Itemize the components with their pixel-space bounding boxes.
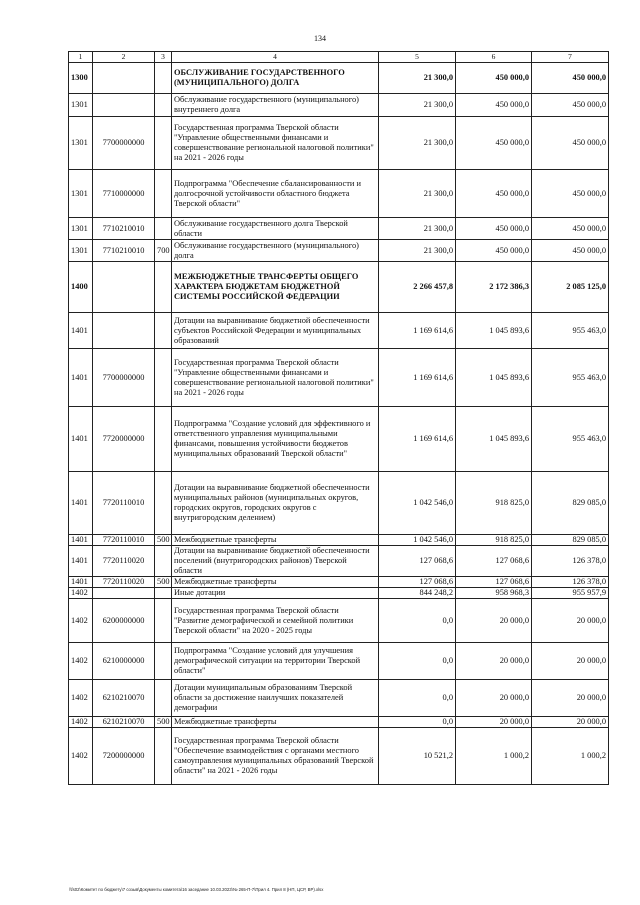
section-code: 1301 — [69, 117, 93, 170]
table-row — [69, 94, 609, 117]
table-row — [69, 349, 609, 407]
amount-col5: 21 300,0 — [379, 94, 456, 117]
target-article-code — [93, 313, 155, 349]
amount-col6: 450 000,0 — [456, 170, 532, 218]
amount-col5: 1 042 546,0 — [379, 535, 456, 546]
expense-type-code — [155, 472, 172, 535]
section-code: 1401 — [69, 546, 93, 577]
column-header: 1 — [69, 52, 93, 63]
amount-col5: 0,0 — [379, 643, 456, 680]
amount-col7: 20 000,0 — [532, 643, 609, 680]
section-code: 1402 — [69, 680, 93, 717]
table-row — [69, 170, 609, 218]
section-code: 1402 — [69, 728, 93, 785]
target-article-code: 7720110010 — [93, 535, 155, 546]
expense-type-code — [155, 680, 172, 717]
amount-col6: 127 068,6 — [456, 546, 532, 577]
target-article-code: 7710210010 — [93, 218, 155, 240]
amount-col7: 1 000,2 — [532, 728, 609, 785]
amount-col6: 20 000,0 — [456, 680, 532, 717]
table-row — [69, 680, 609, 717]
amount-col6: 127 068,6 — [456, 577, 532, 588]
file-path-footer: \\fs02\Комитет по бюджету\7 созыв\Документы комитета\16 заседание 10.03.2023\№ 265-П-7\Прил 4. Прил 8 (НП, ЦСР, ВР).xlsx — [69, 887, 324, 892]
amount-col6: 450 000,0 — [456, 94, 532, 117]
target-article-code: 7700000000 — [93, 117, 155, 170]
section-code: 1401 — [69, 535, 93, 546]
expense-type-code — [155, 218, 172, 240]
expense-type-code: 500 — [155, 577, 172, 588]
target-article-code: 7720110020 — [93, 577, 155, 588]
table-row — [69, 407, 609, 472]
target-article-code: 7710000000 — [93, 170, 155, 218]
target-article-code: 7720110020 — [93, 546, 155, 577]
target-article-code: 7710210010 — [93, 240, 155, 262]
amount-col6: 20 000,0 — [456, 599, 532, 643]
expense-type-code — [155, 728, 172, 785]
item-name: Обслуживание государственного долга Тверской области — [172, 218, 379, 240]
section-code: 1400 — [69, 262, 93, 313]
section-code: 1401 — [69, 349, 93, 407]
table-row — [69, 262, 609, 313]
table-row — [69, 472, 609, 535]
section-code: 1402 — [69, 588, 93, 599]
amount-col7: 450 000,0 — [532, 117, 609, 170]
section-code: 1401 — [69, 407, 93, 472]
amount-col7: 829 085,0 — [532, 535, 609, 546]
amount-col6: 450 000,0 — [456, 218, 532, 240]
amount-col6: 20 000,0 — [456, 643, 532, 680]
section-code: 1300 — [69, 63, 93, 94]
amount-col7: 126 378,0 — [532, 546, 609, 577]
column-header: 2 — [93, 52, 155, 63]
amount-col5: 127 068,6 — [379, 546, 456, 577]
amount-col7: 126 378,0 — [532, 577, 609, 588]
amount-col7: 450 000,0 — [532, 170, 609, 218]
expense-type-code — [155, 313, 172, 349]
amount-col7: 955 463,0 — [532, 407, 609, 472]
amount-col5: 1 042 546,0 — [379, 472, 456, 535]
amount-col6: 918 825,0 — [456, 472, 532, 535]
target-article-code — [93, 588, 155, 599]
expense-type-code — [155, 643, 172, 680]
expense-type-code — [155, 170, 172, 218]
amount-col7: 829 085,0 — [532, 472, 609, 535]
amount-col7: 450 000,0 — [532, 240, 609, 262]
amount-col6: 1 045 893,6 — [456, 407, 532, 472]
table-row — [69, 588, 609, 599]
expense-type-code — [155, 117, 172, 170]
table-row — [69, 63, 609, 94]
table-row — [69, 717, 609, 728]
expense-type-code — [155, 599, 172, 643]
target-article-code: 6210210070 — [93, 680, 155, 717]
section-code: 1301 — [69, 218, 93, 240]
amount-col5: 0,0 — [379, 680, 456, 717]
table-row — [69, 643, 609, 680]
amount-col5: 2 266 457,8 — [379, 262, 456, 313]
amount-col5: 21 300,0 — [379, 117, 456, 170]
item-name: Иные дотации — [172, 588, 379, 599]
amount-col7: 20 000,0 — [532, 599, 609, 643]
expense-type-code: 500 — [155, 717, 172, 728]
column-header: 4 — [172, 52, 379, 63]
target-article-code: 7720110010 — [93, 472, 155, 535]
amount-col6: 20 000,0 — [456, 717, 532, 728]
table-row — [69, 535, 609, 546]
expense-type-code — [155, 262, 172, 313]
section-code: 1301 — [69, 240, 93, 262]
item-name: МЕЖБЮДЖЕТНЫЕ ТРАНСФЕРТЫ ОБЩЕГО ХАРАКТЕРА БЮДЖЕТАМ БЮДЖЕТНОЙ СИСТЕМЫ РОССИЙСКОЙ ФЕДЕРАЦИИ — [172, 262, 379, 313]
item-name: Подпрограмма "Обеспечение сбалансированности и долгосрочной устойчивости областного бюджета Тверской области" — [172, 170, 379, 218]
amount-col5: 1 169 614,6 — [379, 407, 456, 472]
amount-col6: 450 000,0 — [456, 63, 532, 94]
target-article-code: 6200000000 — [93, 599, 155, 643]
table-row — [69, 546, 609, 577]
amount-col6: 918 825,0 — [456, 535, 532, 546]
table-row — [69, 313, 609, 349]
amount-col5: 1 169 614,6 — [379, 349, 456, 407]
target-article-code: 7200000000 — [93, 728, 155, 785]
expense-type-code: 500 — [155, 535, 172, 546]
amount-col7: 450 000,0 — [532, 63, 609, 94]
item-name: Обслуживание государственного (муниципального) внутреннего долга — [172, 94, 379, 117]
expense-type-code — [155, 588, 172, 599]
amount-col6: 450 000,0 — [456, 240, 532, 262]
item-name: Межбюджетные трансферты — [172, 577, 379, 588]
item-name: ОБСЛУЖИВАНИЕ ГОСУДАРСТВЕННОГО (МУНИЦИПАЛЬНОГО) ДОЛГА — [172, 63, 379, 94]
table-row — [69, 240, 609, 262]
section-code: 1301 — [69, 170, 93, 218]
column-header: 6 — [456, 52, 532, 63]
target-article-code — [93, 262, 155, 313]
table-row — [69, 728, 609, 785]
section-code: 1301 — [69, 94, 93, 117]
amount-col5: 10 521,2 — [379, 728, 456, 785]
target-article-code — [93, 94, 155, 117]
target-article-code: 7720000000 — [93, 407, 155, 472]
amount-col5: 127 068,6 — [379, 577, 456, 588]
amount-col5: 21 300,0 — [379, 63, 456, 94]
item-name: Государственная программа Тверской области "Управление общественными финансами и совершенствование региональной налоговой политики" на 2021 - 2026 годы — [172, 117, 379, 170]
amount-col5: 21 300,0 — [379, 170, 456, 218]
amount-col7: 450 000,0 — [532, 94, 609, 117]
section-code: 1401 — [69, 472, 93, 535]
section-code: 1401 — [69, 577, 93, 588]
table-header-row — [69, 52, 609, 63]
amount-col5: 21 300,0 — [379, 218, 456, 240]
budget-table — [68, 51, 609, 785]
item-name: Межбюджетные трансферты — [172, 535, 379, 546]
amount-col6: 1 045 893,6 — [456, 313, 532, 349]
amount-col6: 958 968,3 — [456, 588, 532, 599]
table-row — [69, 599, 609, 643]
amount-col7: 20 000,0 — [532, 680, 609, 717]
amount-col5: 1 169 614,6 — [379, 313, 456, 349]
column-header: 5 — [379, 52, 456, 63]
amount-col5: 0,0 — [379, 599, 456, 643]
amount-col6: 2 172 386,3 — [456, 262, 532, 313]
expense-type-code — [155, 349, 172, 407]
amount-col7: 2 085 125,0 — [532, 262, 609, 313]
section-code: 1402 — [69, 643, 93, 680]
target-article-code — [93, 63, 155, 94]
target-article-code: 7700000000 — [93, 349, 155, 407]
page-number: 134 — [314, 34, 326, 43]
amount-col7: 955 957,9 — [532, 588, 609, 599]
amount-col5: 844 248,2 — [379, 588, 456, 599]
amount-col6: 450 000,0 — [456, 117, 532, 170]
amount-col7: 20 000,0 — [532, 717, 609, 728]
column-header: 3 — [155, 52, 172, 63]
amount-col7: 955 463,0 — [532, 349, 609, 407]
section-code: 1402 — [69, 717, 93, 728]
item-name: Государственная программа Тверской области "Управление общественными финансами и совершенствование региональной налоговой политики" на 2021 - 2026 годы — [172, 349, 379, 407]
amount-col7: 955 463,0 — [532, 313, 609, 349]
item-name: Государственная программа Тверской области "Обеспечение взаимодействия с органами местного самоуправления муниципальных образований Тверской области" на 2021 - 2026 годы — [172, 728, 379, 785]
target-article-code: 6210210070 — [93, 717, 155, 728]
column-header: 7 — [532, 52, 609, 63]
section-code: 1402 — [69, 599, 93, 643]
expense-type-code — [155, 407, 172, 472]
target-article-code: 6210000000 — [93, 643, 155, 680]
item-name: Дотации на выравнивание бюджетной обеспеченности поселений (внутригородских районов) Тверской области — [172, 546, 379, 577]
item-name: Дотации на выравнивание бюджетной обеспеченности субъектов Российской Федерации и муниципальных образований — [172, 313, 379, 349]
item-name: Дотации на выравнивание бюджетной обеспеченности муниципальных районов (муниципальных округов, городских округов, городских округов с внутригородским делением) — [172, 472, 379, 535]
expense-type-code — [155, 94, 172, 117]
expense-type-code — [155, 63, 172, 94]
item-name: Подпрограмма "Создание условий для улучшения демографической ситуации на территории Тверской области" — [172, 643, 379, 680]
table-row — [69, 218, 609, 240]
section-code: 1401 — [69, 313, 93, 349]
item-name: Обслуживание государственного (муниципального) долга — [172, 240, 379, 262]
amount-col5: 0,0 — [379, 717, 456, 728]
table-row — [69, 577, 609, 588]
table-row — [69, 117, 609, 170]
item-name: Подпрограмма "Создание условий для эффективного и ответственного управления муниципальными финансами, повышения устойчивости бюджетов муниципальных образований Тверской области" — [172, 407, 379, 472]
item-name: Дотации муниципальным образованиям Тверской области за достижение наилучших показателей демографии — [172, 680, 379, 717]
amount-col7: 450 000,0 — [532, 218, 609, 240]
amount-col5: 21 300,0 — [379, 240, 456, 262]
item-name: Межбюджетные трансферты — [172, 717, 379, 728]
amount-col6: 1 045 893,6 — [456, 349, 532, 407]
amount-col6: 1 000,2 — [456, 728, 532, 785]
item-name: Государственная программа Тверской области "Развитие демографической и семейной политики Тверской области" на 2020 - 2025 годы — [172, 599, 379, 643]
expense-type-code — [155, 546, 172, 577]
expense-type-code: 700 — [155, 240, 172, 262]
